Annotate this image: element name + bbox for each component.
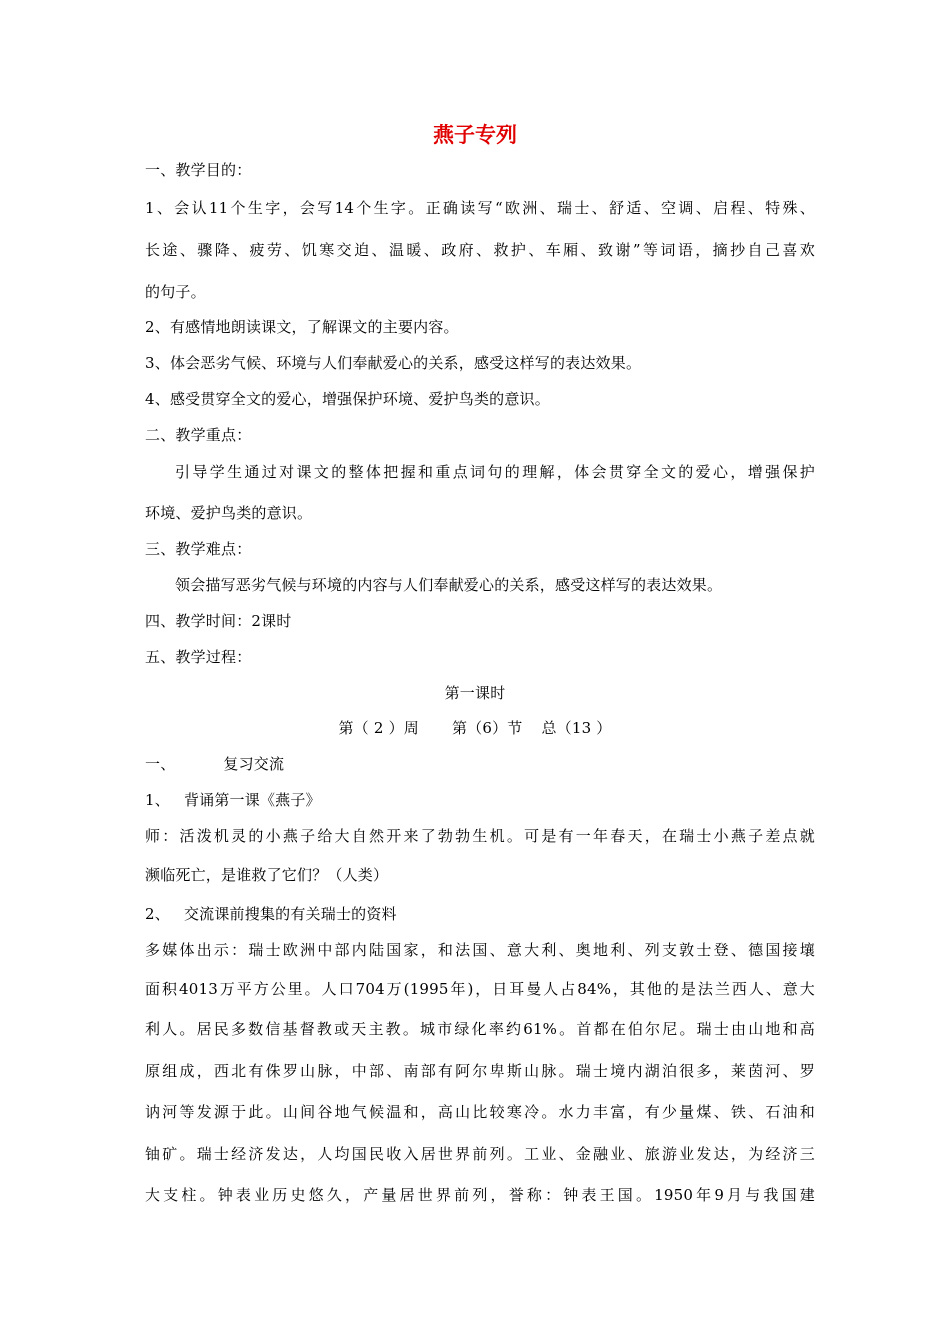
document-title: 燕子专列 [433,123,517,147]
paragraph-line: 铀矿。瑞士经济发达，人均国民收入居世界前列。工业、金融业、旅游业发达，为经济三 [145,1145,815,1163]
schedule-period: 第（6）节 [451,719,523,737]
section-heading-time: 四、教学时间：2课时 [145,612,292,630]
paragraph-line: 原组成，西北有侏罗山脉，中部、南部有阿尔卑斯山脉。瑞士境内湖泊很多，莱茵河、罗 [145,1062,815,1080]
section-heading-process: 五、教学过程： [145,648,252,666]
paragraph-line: 讷河等发源于此。山间谷地气候温和，高山比较寒冷。水力丰富，有少量煤、铁、石油和 [145,1103,815,1121]
step-heading-review [145,753,815,775]
step-item-number: 2、 [145,905,170,923]
schedule-total: 总（13 ） [541,719,612,737]
step-item [145,789,815,811]
step-item-number: 1、 [145,791,170,809]
paragraph-line: 利人。居民多数信基督教或天主教。城市绿化率约61%。首都在伯尔尼。瑞士由山地和高 [145,1020,815,1038]
lesson-heading: 第一课时 [444,684,506,702]
lesson-schedule [0,717,950,739]
step-item [145,903,815,925]
paragraph-line: 1、会认11个生字，会写14个生字。正确读写“欧洲、瑞士、舒适、空调、启程、特殊、 [145,199,815,217]
section-heading-key-points: 二、教学重点： [145,426,252,444]
paragraph-line: 的句子。 [145,283,206,301]
paragraph-line: 引导学生通过对课文的整体把握和重点词句的理解，体会贯穿全文的爱心，增强保护 [175,463,815,481]
paragraph-line: 濒临死亡，是谁救了它们？（人类） [145,866,389,884]
paragraph-line: 多媒体出示：瑞士欧洲中部内陆国家，和法国、意大利、奥地利、列支敦士登、德国接壤 [145,941,815,959]
paragraph-line: 2、有感情地朗读课文，了解课文的主要内容。 [145,318,459,336]
section-heading-objectives: 一、教学目的： [145,161,252,179]
paragraph-line: 大支柱。钟表业历史悠久，产量居世界前列，誉称：钟表王国。1950年9月与我国建 [145,1186,815,1204]
section-heading-difficulties: 三、教学难点： [145,540,252,558]
step-item-text: 背诵第一课《燕子》 [183,791,321,809]
paragraph-line: 3、体会恶劣气候、环境与人们奉献爱心的关系，感受这样写的表达效果。 [145,354,642,372]
step-title: 复习交流 [223,755,285,773]
paragraph-line: 环境、爱护鸟类的意识。 [145,504,313,522]
step-number: 一、 [145,755,176,773]
step-item-text: 交流课前搜集的有关瑞士的资料 [183,905,397,923]
paragraph-line: 领会描写恶劣气候与环境的内容与人们奉献爱心的关系，感受这样写的表达效果。 [175,576,723,594]
paragraph-line: 面积4013万平方公里。人口704万(1995年)，日耳曼人占84%，其他的是法兰西人、意大 [145,980,815,998]
paragraph-line: 师：活泼机灵的小燕子给大自然开来了勃勃生机。可是有一年春天，在瑞士小燕子差点就 [145,827,815,845]
paragraph-line: 长途、骤降、疲劳、饥寒交迫、温暖、政府、救护、车厢、致谢”等词语，摘抄自己喜欢 [145,241,815,259]
schedule-week: 第（ 2 ）周 [338,719,419,737]
paragraph-line: 4、感受贯穿全文的爱心，增强保护环境、爱护鸟类的意识。 [145,390,550,408]
